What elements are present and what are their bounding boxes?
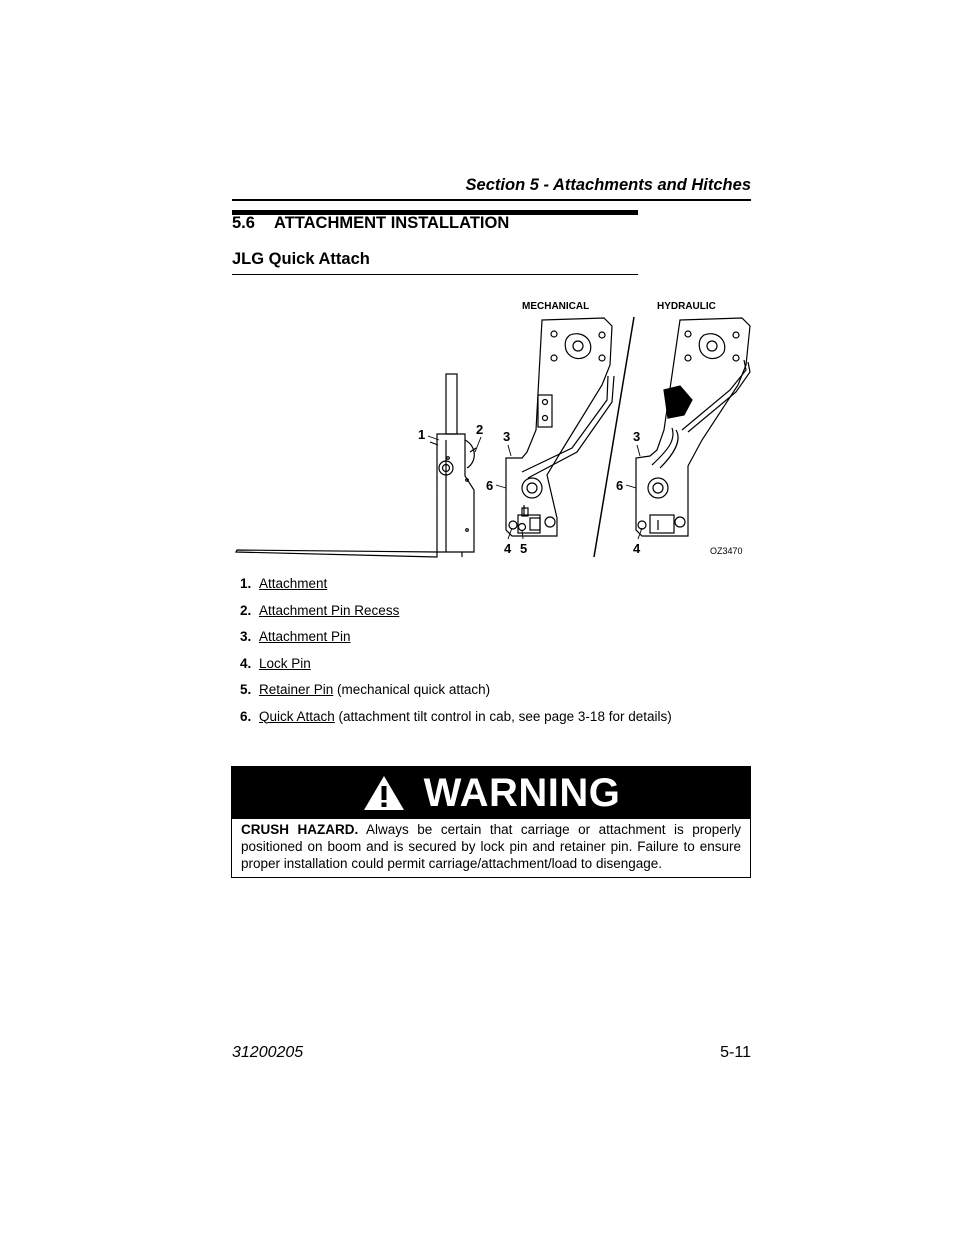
fork-attachment-drawing bbox=[236, 374, 476, 557]
quick-attach-diagram bbox=[232, 290, 752, 565]
legend-item bbox=[240, 655, 672, 682]
subheading-rule bbox=[232, 274, 638, 275]
subheading: JLG Quick Attach bbox=[232, 250, 370, 268]
warning-banner bbox=[232, 767, 750, 819]
legend-term: Quick Attach bbox=[259, 708, 335, 724]
legend-item bbox=[240, 628, 672, 655]
legend-item bbox=[240, 575, 672, 602]
section-heading bbox=[232, 214, 509, 233]
callout-mech-6: 6 bbox=[486, 478, 494, 493]
footer-doc-number: 31200205 bbox=[232, 1044, 304, 1061]
legend-number: 4. bbox=[240, 655, 252, 671]
legend-note: (mechanical quick attach) bbox=[333, 682, 491, 697]
legend-term: Lock Pin bbox=[259, 655, 311, 671]
mechanical-quick-attach-drawing bbox=[506, 317, 634, 557]
callout-mech-3: 3 bbox=[503, 429, 511, 444]
legend-term: Attachment bbox=[259, 576, 328, 591]
section-header: Section 5 - Attachments and Hitches bbox=[465, 176, 751, 194]
figure-id: OZ3470 bbox=[710, 546, 743, 556]
callout-1: 1 bbox=[418, 427, 426, 442]
legend-number: 3. bbox=[240, 629, 252, 644]
callout-hyd-4: 4 bbox=[633, 541, 641, 556]
warning-message bbox=[241, 821, 741, 872]
label-mechanical: MECHANICAL bbox=[522, 301, 590, 312]
callout-2: 2 bbox=[476, 422, 484, 437]
hydraulic-quick-attach-drawing bbox=[636, 318, 750, 536]
figure-labels bbox=[418, 301, 743, 556]
quick-attach-figure bbox=[232, 290, 752, 565]
legend-note: (attachment tilt control in cab, see page 3-18 for details) bbox=[334, 708, 672, 724]
warning-title: WARNING bbox=[423, 770, 621, 815]
legend-term: Attachment Pin Recess bbox=[259, 602, 400, 618]
legend-item bbox=[240, 602, 672, 629]
legend-item bbox=[240, 681, 672, 708]
footer-page-number: 5-11 bbox=[720, 1044, 751, 1061]
header-rule bbox=[232, 199, 751, 201]
legend-number: 2. bbox=[240, 602, 252, 618]
legend-number: 6. bbox=[240, 708, 252, 724]
callout-mech-4: 4 bbox=[504, 541, 512, 556]
callout-hyd-3: 3 bbox=[633, 429, 641, 444]
legend-list bbox=[240, 575, 672, 734]
legend-number: 1. bbox=[240, 576, 252, 591]
legend-number: 5. bbox=[240, 682, 252, 697]
warning-lead: CRUSH HAZARD. bbox=[241, 822, 359, 837]
legend-term: Attachment Pin bbox=[259, 629, 351, 644]
legend-term: Retainer Pin bbox=[259, 682, 334, 697]
section-number: 5.6 bbox=[232, 214, 255, 232]
legend-item bbox=[240, 708, 672, 735]
warning-body: Always be certain that carriage or attachment is properly positioned on boom and is secured by lock pin and retainer pin. Failure to ensure proper installation could permit carriage/attachment/load to disengage. bbox=[241, 822, 741, 871]
label-hydraulic: HYDRAULIC bbox=[657, 301, 716, 312]
warning-triangle-icon bbox=[362, 774, 406, 812]
callout-mech-5: 5 bbox=[520, 541, 528, 556]
callout-hyd-6: 6 bbox=[616, 478, 624, 493]
warning-box bbox=[231, 766, 751, 878]
section-title: ATTACHMENT INSTALLATION bbox=[274, 214, 510, 232]
callout-leaders bbox=[428, 436, 642, 539]
